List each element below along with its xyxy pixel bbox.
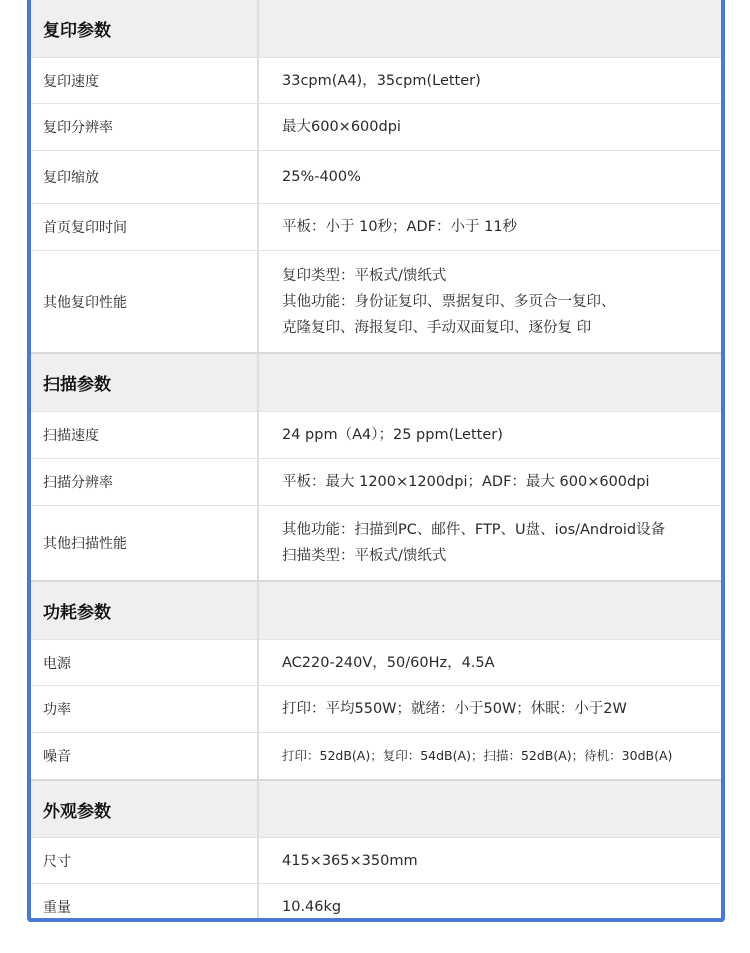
section-title: 复印参数 (31, 0, 259, 57)
spec-label: 扫描速度 (31, 412, 259, 458)
spec-value: 打印：52dB(A)；复印：54dB(A)；扫描：52dB(A)；待机：30dB(A) (282, 748, 673, 763)
spec-label: 扫描分辨率 (31, 459, 259, 505)
spec-value: 最大600×600dpi (282, 119, 401, 135)
table-row (31, 640, 721, 686)
section-header-blank (259, 582, 721, 639)
spec-value: 平板：小于 10秒；ADF：小于 11秒 (282, 219, 518, 235)
table-row (31, 838, 721, 884)
spec-label: 噪音 (31, 733, 259, 779)
spec-label: 其他扫描性能 (31, 506, 259, 580)
spec-value: 平板：最大 1200×1200dpi；ADF：最大 600×600dpi (282, 474, 650, 490)
section-header (31, 354, 721, 412)
table-row (31, 733, 721, 779)
section-power (31, 580, 721, 779)
spec-label: 复印分辨率 (31, 104, 259, 150)
spec-label: 重量 (31, 884, 259, 922)
spec-label: 其他复印性能 (31, 251, 259, 352)
table-row (31, 686, 721, 733)
table-row (31, 884, 721, 922)
section-title: 扫描参数 (31, 354, 259, 411)
table-row (31, 459, 721, 506)
section-appearance (31, 779, 721, 922)
spec-label: 复印速度 (31, 58, 259, 103)
spec-label: 尺寸 (31, 838, 259, 883)
section-header (31, 582, 721, 640)
section-title: 功耗参数 (31, 582, 259, 639)
section-header (31, 0, 721, 58)
spec-value: 24 ppm（A4）；25 ppm(Letter) (282, 427, 503, 443)
spec-label: 首页复印时间 (31, 204, 259, 250)
spec-value: 复印类型：平板式/馈纸式 其他功能：身份证复印、票据复印、多页合一复印、 克隆复印、海报复印、手动双面复印、逐份复 印 (282, 267, 616, 336)
spec-value: 10.46kg (282, 899, 342, 915)
spec-label: 电源 (31, 640, 259, 685)
spec-value: 25%-400% (282, 169, 361, 185)
table-row (31, 104, 721, 151)
spec-value: 其他功能：扫描到PC、邮件、FTP、U盘、ios/Android设备 扫描类型：平板式/馈纸式 (282, 522, 666, 564)
section-header-blank (259, 0, 721, 57)
section-header (31, 781, 721, 838)
table-row (31, 151, 721, 204)
spec-table (27, 0, 725, 922)
spec-value: AC220-240V，50/60Hz，4.5A (282, 654, 495, 671)
spec-value: 415×365×350mm (282, 852, 418, 869)
table-row (31, 412, 721, 459)
section-scan (31, 352, 721, 580)
table-row (31, 251, 721, 352)
spec-label: 复印缩放 (31, 151, 259, 203)
table-row (31, 58, 721, 104)
table-row (31, 204, 721, 251)
section-header-blank (259, 781, 721, 837)
table-row (31, 506, 721, 580)
spec-label: 功率 (31, 686, 259, 732)
section-copy (31, 0, 721, 352)
section-title: 外观参数 (31, 781, 259, 837)
spec-value: 33cpm(A4)，35cpm(Letter) (282, 72, 481, 89)
section-header-blank (259, 354, 721, 411)
spec-value: 打印：平均550W；就绪：小于50W；休眠：小于2W (282, 701, 627, 717)
